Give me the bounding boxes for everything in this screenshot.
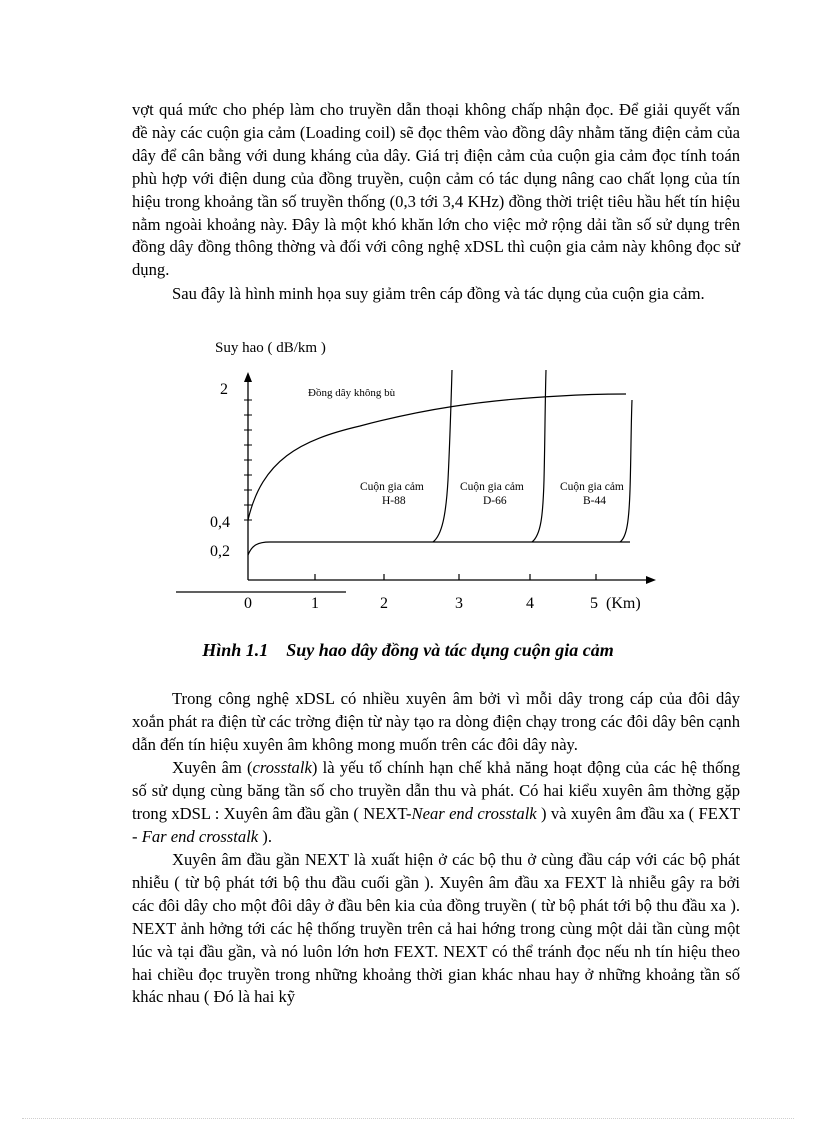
x-tick-0: 0 — [244, 595, 252, 612]
label-d66: D-66 — [483, 495, 507, 507]
label-b44: B-44 — [583, 495, 606, 507]
paragraph-loading-coil: vợt quá mức cho phép làm cho truyền dẫn thoại không chấp nhận đọc. Để giải quyết vấn đề này các cuộn gia cảm (Loading coil) sẽ đọc thêm vào đồng dây nhằm tăng điện cảm của dây để cân bằng với dung kháng của dây. Giá trị điện cảm của cuộn gia cảm đọc tính toán phù hợp với điện dung của đồng truyền, cuộn cảm có tác dụng nâng cao chất lọng của tín hiệu trong khoảng tần số truyền thống (0,3 tới 3,4 KHz) đồng thời triệt tiêu hầu hết tín hiệu nằm ngoài khoảng này. Đây là một khó khăn lớn cho việc mở rộng dải tần số sử dụng trên đồng dây đồng thông thờng và đối với công nghệ xDSL thì cuộn gia cảm này không đọc sử dụng. — [132, 100, 740, 280]
label-coil-b44: Cuộn gia cảm — [560, 481, 624, 493]
figure-caption — [0, 640, 816, 661]
figure-number: Hình 1.1 — [202, 640, 269, 660]
x-ticks — [315, 574, 596, 580]
p4-c: ) là yếu tố chính hạn chế khả năng hoạt động của các hệ thống số sử dụng cùng băng tần số cho truyền dẫn thu và phát. Có hai kiểu xuyên âm thờng gặp trong xDSL : Xuyên âm đầu gần ( NEXT- — [132, 758, 740, 823]
label-h88: H-88 — [382, 495, 406, 507]
x-tick-1: 1 — [311, 595, 319, 612]
y-tick-0-2: 0,2 — [210, 543, 230, 560]
y-tick-2: 2 — [220, 381, 228, 398]
x-tick-2: 2 — [380, 595, 388, 612]
paragraph-crosstalk-intro: Trong công nghệ xDSL có nhiều xuyên âm bởi vì mỗi dây trong cáp của đôi dây xoắn phát ra điện từ các trờng điện từ này tạo ra dòng điện chạy trong các đôi dây bên cạnh dẫn đến tín hiệu xuyên âm không mong muốn trên các đôi dây này. — [132, 689, 740, 754]
label-uncompensated: Đồng dây không bù — [308, 387, 396, 399]
attenuation-chart — [0, 330, 816, 620]
paragraph-next-fext: Xuyên âm đầu gần NEXT là xuất hiện ở các bộ thu ở cùng đầu cáp với các bộ phát nhiễu ( từ bộ phát tới bộ thu đầu cuối gần ). Xuyên âm đầu xa FEXT là nhiễu gây ra bởi các đôi dây cho một đôi dây ở đầu bên kia của đồng truyền ( từ bộ phát tới bộ thu đầu xa ). NEXT ảnh hởng tới các hệ thống truyền trên cả hai hớng trong cùng một dải tần cùng một lúc và tại đầu gần, và nó luôn lớn hơn FEXT. NEXT có thể tránh đọc nếu nh tín hiệu theo hai chiều đọc truyền trong những khoảng thời gian khác nhau hay ở những khoảng tần số khác nhau ( Đó là hai kỹ — [132, 850, 740, 1007]
page-footer-rule — [22, 1118, 794, 1119]
x-axis-unit: (Km) — [606, 595, 641, 612]
p4-next-term: Near end crosstalk — [411, 803, 537, 823]
paragraph-figure-intro: Sau đây là hình minh họa suy giảm trên cáp đồng và tác dụng của cuộn gia cảm. — [172, 284, 705, 303]
label-coil-h88: Cuộn gia cảm — [360, 481, 424, 493]
series-b44-line — [620, 400, 632, 542]
chart-ylabel: Suy hao ( dB/km ) — [215, 340, 326, 356]
p4-e: ) và xuyên âm đầu xa ( FEXT - — [132, 803, 740, 846]
series-d66-line — [532, 370, 546, 542]
paragraph-crosstalk-definition — [132, 757, 740, 849]
x-tick-4: 4 — [526, 595, 534, 612]
series-h88-line — [433, 370, 452, 542]
p4-g: ). — [258, 826, 272, 846]
x-axis-arrow — [646, 576, 656, 584]
x-tick-3: 3 — [455, 595, 463, 612]
figure-title: Suy hao dây đồng và tác dụng cuộn gia cảm — [286, 640, 614, 660]
p4-fext-term: Far end crosstalk — [141, 826, 259, 846]
y-axis-arrow — [244, 372, 252, 382]
y-tick-0-4: 0,4 — [210, 514, 230, 531]
x-tick-5: 5 — [590, 595, 598, 612]
p4-crosstalk-term: crosstalk — [252, 758, 312, 777]
label-coil-d66: Cuộn gia cảm — [460, 481, 524, 493]
series-loaded-plateau — [248, 542, 630, 555]
p4-a: Xuyên âm ( — [172, 758, 253, 777]
series-uncompensated-line — [248, 394, 626, 520]
